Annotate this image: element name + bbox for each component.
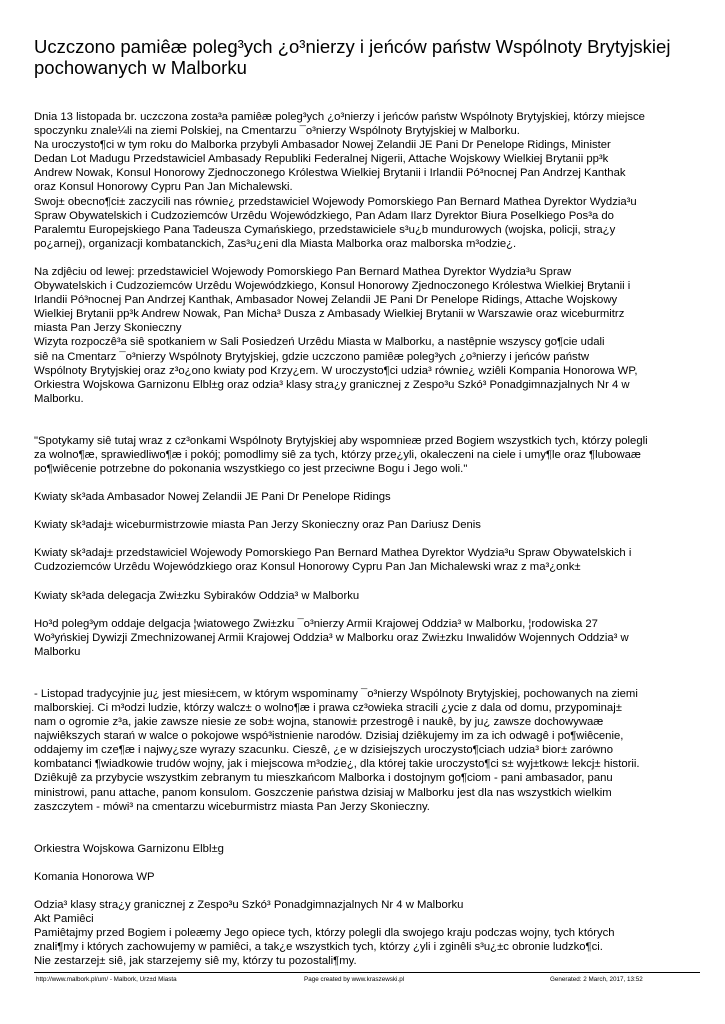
text-line: Andrew Nowak, Konsul Honorowy Zjednoczonego Królestwa Wielkiej Brytanii i Irlandii Pó³nocnej Pan Andrzej Kanthak: [34, 167, 626, 180]
text-line: spoczynku znale¼li na ziemi Polskiej, na Cmentarzu ¯o³nierzy Wspólnoty Brytyjskiej w Malborku.: [34, 125, 520, 138]
paragraph-intro: [34, 110, 694, 251]
text-line: Wielkiej Brytanii pp³k Andrew Nowak, Pan Micha³ Dusza z Ambasady Wielkiej Brytanii w Warszawie oraz wiceburmitrz: [34, 308, 625, 321]
paragraph-caption: [34, 490, 694, 504]
text-line: malborskiej. Ci m³odzi ludzie, którzy walcz± o wolno¶æ i prawa cz³owieka stracili ¿ycie z dala od domu, przypominaj±: [34, 702, 622, 714]
title-line: pochowanych w Malborku: [34, 57, 247, 78]
page-title: [34, 36, 694, 78]
title-line: Uczczono pamiêæ poleg³ych ¿o³nierzy i jeńców państw Wspólnoty Brytyjskiej: [34, 36, 671, 57]
text-line: kombatanci ¶wiadkowie trudów wojny, jak i miejscowa m³odzie¿, dla której takie uroczysto¶ci s± wyj±tkow± lekcj± historii.: [34, 758, 640, 771]
text-line: - Listopad tradycyjnie ju¿ jest miesi±cem, w którym wspominamy ¯o³nierzy Wspólnoty Brytyjskiej, pochowanych na ziemi: [34, 687, 638, 700]
paragraph-caption: [34, 589, 694, 603]
text-line: oraz Konsul Honorowy Cypru Pan Jan Michalewski.: [34, 181, 293, 194]
text-line: Na uroczysto¶ci w tym roku do Malborka przybyli Ambasador Nowej Zelandii JE Pani Dr Penelope Ridings, Minister: [34, 139, 611, 152]
text-line: Kwiaty sk³adaj± przedstawiciel Wojewody Pomorskiego Pan Bernard Mathea Dyrektor Wydzia³u Spraw Obywatelskich i: [34, 547, 632, 560]
text-line: Wspólnoty Brytyjskiej oraz z³o¿ono kwiaty pod Krzy¿em. W uroczysto¶ci udzia³ równie¿ wziêli Kompania Honorowa WP,: [34, 364, 638, 377]
paragraph-caption: [34, 617, 694, 659]
text-line: Swoj± obecno¶ci± zaczycili nas równie¿ przedstawiciel Wojewody Pomorskiego Pan Bernard Mathea Dyrektor Wydzia³u: [34, 195, 637, 208]
text-line: Dnia 13 listopada br. uczczona zosta³a pamiêæ poleg³ych ¿o³nierzy i jeńców państw Wspólnoty Brytyjskiej, którzy miejsce: [34, 111, 645, 123]
text-line: najwiêkszych starań w walce o pokojowe wspó³istnienie narodów. Dzisiaj dziêkujemy im za ich odwagê i po¶wiêcenie,: [34, 730, 624, 743]
text-line: Dedan Lot Madugu Przedstawiciel Ambasady Republiki Federalnej Nigerii, Attache Wojskowy Wielkiej Brytanii pp³k: [34, 153, 609, 166]
paragraph-caption: [34, 546, 694, 574]
text-line: Wo³yńskiej Dywizji Zmechnizowanej Armii Krajowej Oddzia³ w Malborku oraz Zwi±zku Inwalidów Wojennych Oddzia³ w: [34, 631, 629, 644]
footer-credit: Page created by www.kraszewski.pl: [304, 976, 405, 983]
text-line: Kwiaty sk³ada Ambasador Nowej Zelandii JE Pani Dr Penelope Ridings: [34, 491, 391, 504]
text-line: zaszczytem - mówi³ na cmentarzu wiceburmistrz miasta Pan Jerzy Skonieczny.: [34, 800, 430, 813]
text-line: Malborku.: [34, 392, 84, 405]
text-line: Kwiaty sk³adaj± wiceburmistrzowie miasta Pan Jerzy Skonieczny oraz Pan Dariusz Denis: [34, 519, 481, 532]
text-line: Dziêkujê za przybycie wszystkim zebranym tu mieszkańcom Malborka i dostojnym go¶ciom - pani ambasador, panu: [34, 772, 613, 785]
paragraph-closing: [34, 898, 694, 968]
text-line: oddajemy im cze¶æ i najwy¿sze wyrazy szacunku. Cieszê, ¿e w dzisiejszych uroczysto¶ciach udzia³ bior± zarówno: [34, 744, 613, 757]
text-line: Pamiêtajmy przed Bogiem i poleæmy Jego opiece tych, którzy polegli dla swojego kraju podczas wojny, tych których: [34, 927, 615, 940]
text-line: Wizyta rozpoczê³a siê spotkaniem w Sali Posiedzeń Urzêdu Miasta w Malborku, a nastêpnie wszyscy go¶cie udali: [34, 336, 605, 349]
text-line: Cudzoziemców Urzêdu Wojewódzkiego oraz Konsul Honorowy Cypru Pan Jan Michalewski wraz z ma³¿onk±: [34, 561, 581, 574]
footer-source-url: http://www.malbork.pl/um/ - Malbork, Urz±d Miasta: [36, 976, 177, 983]
text-line: za wolno¶æ, sprawiedliwo¶æ i pokój; pomodlimy siê za tych, którzy prze¿yli, okaleczeni na ciele i umy¶le oraz ¶lubowaæ: [34, 448, 641, 461]
text-line: Obywatelskich i Cudzoziemców Urzêdu Wojewódzkiego, Konsul Honorowy Zjednoczonego Królestwa Wielkiej Brytanii i: [34, 280, 631, 293]
text-line: Na zdjêciu od lewej: przedstawiciel Wojewody Pomorskiego Pan Bernard Mathea Dyrektor Wydzia³u Spraw: [34, 265, 572, 278]
text-line: miasta Pan Jerzy Skonieczny: [34, 322, 182, 335]
paragraph-quote: [34, 434, 694, 476]
text-line: Odzia³ klasy stra¿y granicznej z Zespo³u Szkó³ Ponadgimnazjalnych Nr 4 w Malborku: [34, 898, 464, 911]
text-line: siê na Cmentarz ¯o³nierzy Wspólnoty Brytyjskiej, gdzie uczczono pamiêæ poleg³ych ¿o³nierzy i jeńców państw: [34, 350, 589, 363]
paragraph-caption: [34, 518, 694, 532]
paragraph-speech: [34, 687, 694, 814]
text-line: "Spotykamy siê tutaj wraz z cz³onkami Wspólnoty Brytyjskiej aby wspomnieæ przed Bogiem wszystkich tych, którzy polegli: [34, 434, 648, 447]
text-line: nam o ogromie z³a, jakie zawsze niesie ze sob± wojna, stanowi± przestrogê i naukê, by ju¿ zawsze dochowywaæ: [34, 716, 604, 729]
text-line: Orkiestra Wojskowa Garnizonu Elbl±g oraz odzia³ klasy stra¿y granicznej z Zespo³u Szkó³ Ponadgimnazjalnych Nr 4 w: [34, 378, 630, 391]
text-line: po¶wiêcenie potrzebne do pokonania wszystkiego co jest przeciwne Bogu i Jego woli.": [34, 463, 468, 476]
text-line: znali¶my i których zachowujemy w pamiêci, a tak¿e wszystkich tych, którzy ¿yli i zginêli s³u¿±c obronie ludzko¶ci.: [34, 941, 603, 954]
text-line: Kwiaty sk³ada delegacja Zwi±zku Sybiraków Oddzia³ w Malborku: [34, 589, 360, 602]
text-line: Akt Pamiêci: [34, 913, 94, 926]
footer-divider: [34, 972, 700, 973]
text-line: ministrowi, panu attache, panom konsulom. Goszczenie państwa dzisiaj w Malborku jest dla nas wszystkich wielkim: [34, 786, 612, 799]
text-line: Paralemtu Europejskiego Pana Tadeusza Cymańskiego, przedstawiciele s³u¿b mundurowych (wojska, policji, stra¿y: [34, 223, 616, 236]
paragraph-photo-caption: [34, 265, 694, 406]
text-line: Komania Honorowa WP: [34, 870, 155, 883]
text-line: Ho³d poleg³ym oddaje delgacja ¦wiatowego Zwi±zku ¯o³nierzy Armii Krajowej Oddzia³ w Malborku, ¦rodowiska 27: [34, 617, 598, 630]
text-line: Nie zestarzej± siê, jak starzejemy siê my, którzy tu pozostali¶my.: [34, 955, 357, 968]
text-line: Irlandii Pó³nocnej Pan Andrzej Kanthak, Ambasador Nowej Zelandii JE Pani Dr Penelope Ridings, Attache Wojskowy: [34, 294, 618, 307]
text-line: Spraw Obywatelskich i Cudzoziemców Urzêdu Wojewódzkiego, Pan Adam Ilarz Dyrektor Biura Poselkiego Pos³a do: [34, 209, 614, 222]
footer-generated-date: Generated: 2 March, 2017, 13:52: [550, 976, 643, 983]
text-line: Orkiestra Wojskowa Garnizonu Elbl±g: [34, 842, 224, 855]
text-line: po¿arnej), organizacji kombatanckich, Zas³u¿eni dla Miasta Malborka oraz malborska m³odzie¿.: [34, 237, 517, 250]
paragraph-caption: [34, 842, 694, 856]
article-body: [34, 110, 694, 968]
paragraph-caption: [34, 870, 694, 884]
text-line: Malborku: [34, 645, 81, 658]
